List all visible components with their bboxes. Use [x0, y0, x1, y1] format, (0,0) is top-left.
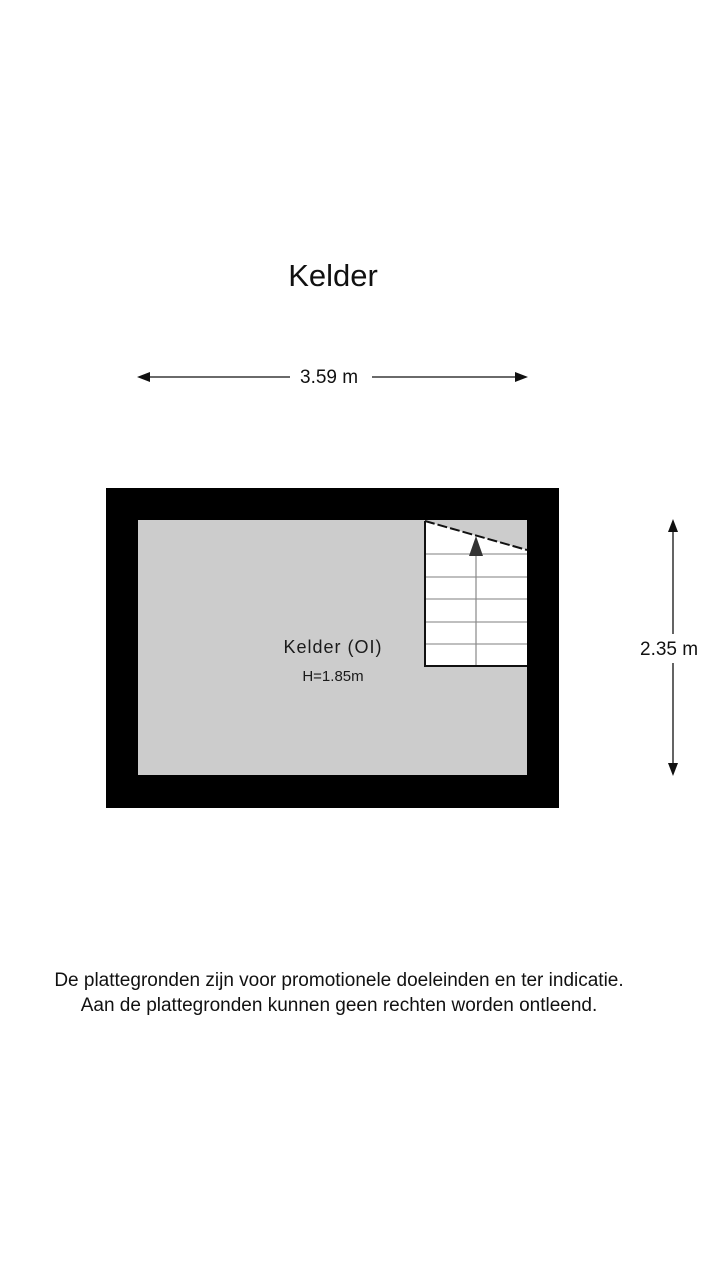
- page-title: Kelder: [288, 258, 378, 293]
- depth-dimension-label: 2.35 m: [640, 637, 698, 663]
- arrow-left-icon: [137, 372, 150, 382]
- disclaimer-line-1: De plattegronden zijn voor promotionele doeleinden en ter indicatie.: [54, 970, 624, 991]
- room-name-label: Kelder (OI): [283, 637, 383, 657]
- arrow-down-icon: [668, 763, 678, 776]
- disclaimer-line-2: Aan de plattegronden kunnen geen rechten worden ontleend.: [80, 995, 598, 1016]
- room-height-label: H=1.85m: [302, 668, 364, 685]
- arrow-right-icon: [515, 372, 528, 382]
- disclaimer: [0, 968, 678, 1018]
- arrow-up-icon: [668, 519, 678, 532]
- width-dimension-label: 3.59 m: [300, 367, 359, 388]
